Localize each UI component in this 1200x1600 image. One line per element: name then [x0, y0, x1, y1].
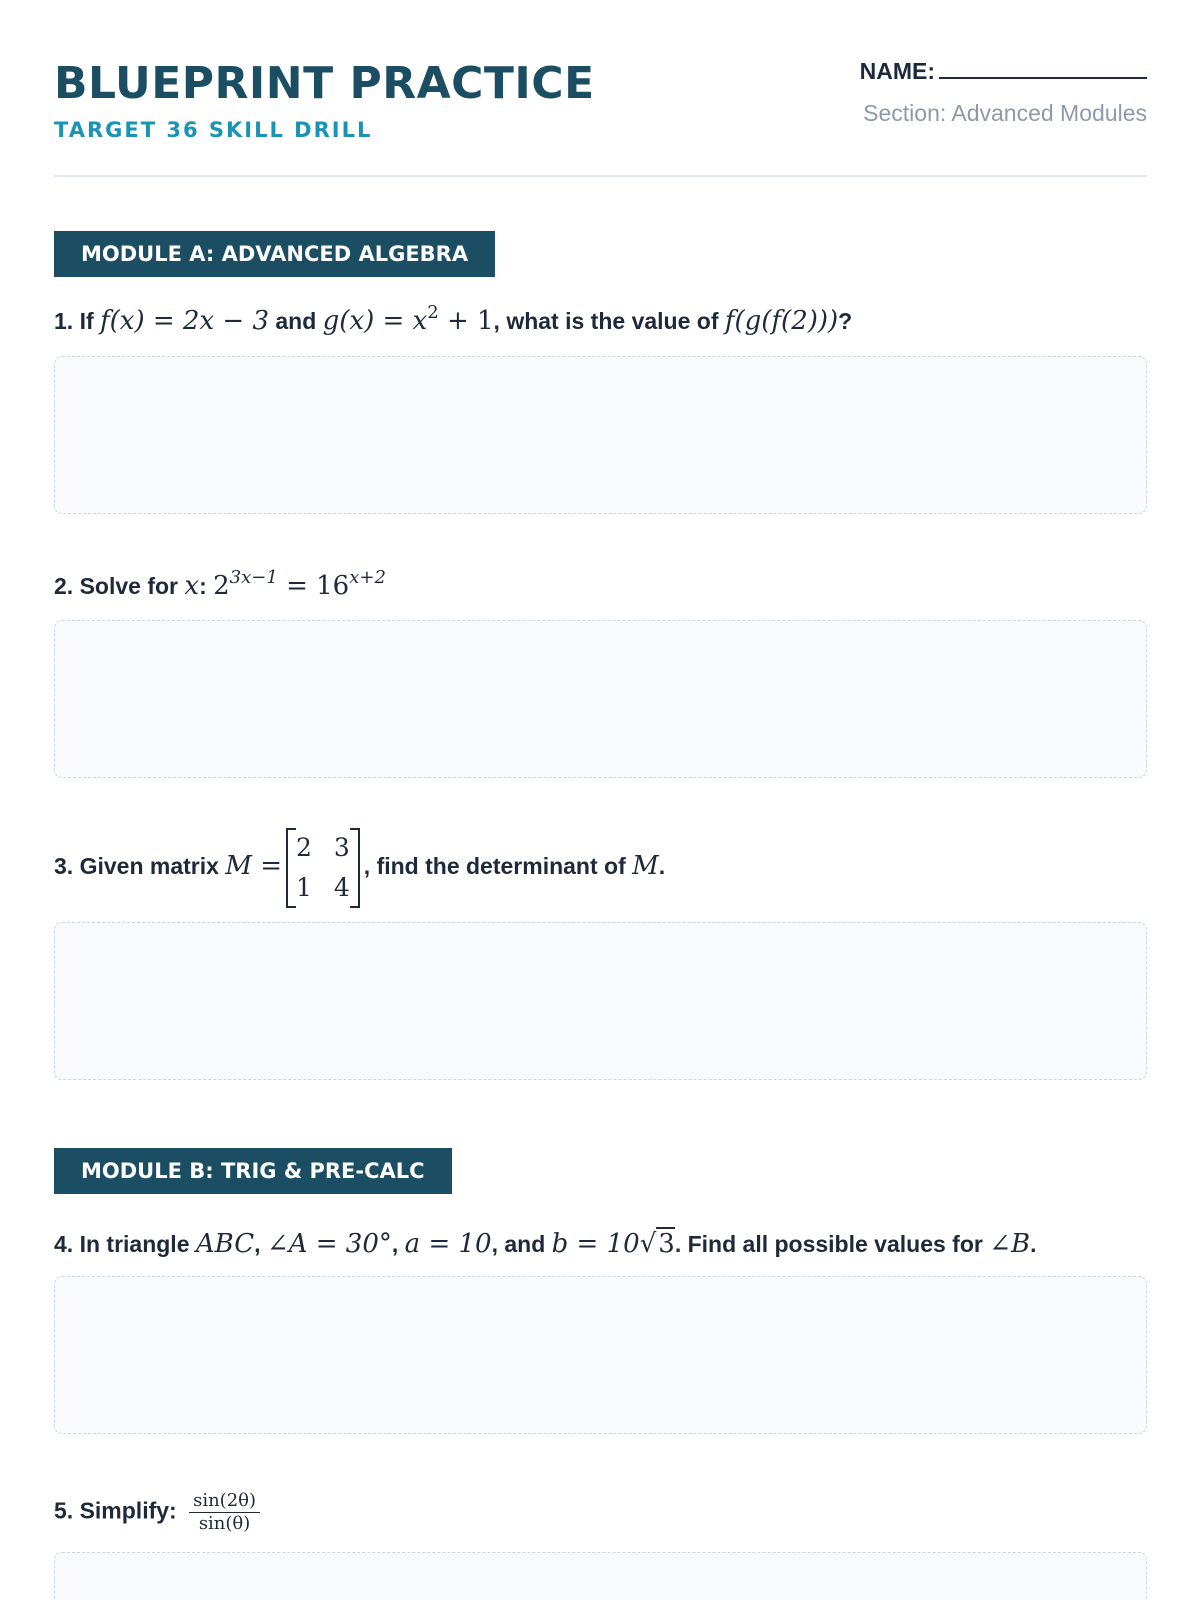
math-expression: a = 10 — [404, 1229, 492, 1259]
question-number: 5. — [54, 1497, 74, 1524]
fraction-numerator: sin(2θ) — [189, 1490, 260, 1513]
exponent: 2 — [427, 302, 439, 323]
base: 16 — [316, 571, 350, 601]
answer-box-1[interactable] — [54, 356, 1147, 514]
math-expression: x — [184, 571, 200, 601]
question-text: In triangle — [79, 1231, 190, 1257]
math-expression: M — [632, 851, 659, 882]
matrix-row — [296, 828, 350, 868]
name-field[interactable] — [939, 61, 1147, 79]
question-text: . — [1030, 1231, 1037, 1257]
sqrt-radicand: 3 — [658, 1229, 675, 1259]
question-text: . — [658, 853, 666, 880]
math-expression: ∠B — [989, 1229, 1031, 1259]
matrix-cell: 3 — [333, 833, 350, 862]
question-text: , — [391, 1231, 399, 1257]
name-label: NAME: — [859, 58, 935, 84]
section-label: Section: Advanced Modules — [863, 100, 1147, 126]
math-expression: ABC — [195, 1229, 255, 1259]
question-text: Given matrix — [79, 853, 219, 880]
module-b-banner: MODULE B: TRIG & PRE-CALC — [54, 1148, 452, 1194]
math-expression: M = — [225, 851, 282, 882]
question-5 — [54, 1490, 260, 1535]
base: 2 — [213, 571, 230, 601]
question-4 — [54, 1229, 1037, 1259]
math-expression: g(x) = x — [322, 306, 428, 336]
math-expression: f(x) = 2x − 3 — [100, 306, 269, 336]
question-number: 3. — [54, 853, 74, 880]
math-expression: b = 10 — [551, 1229, 640, 1259]
math-expression: b = 10√3 — [551, 1229, 675, 1259]
name-block — [860, 58, 1147, 127]
header-divider — [54, 175, 1147, 177]
question-text: ? — [838, 308, 853, 334]
question-3 — [54, 828, 665, 908]
question-text: , what is the value of — [493, 308, 719, 334]
page-title: BLUEPRINT PRACTICE — [54, 58, 595, 109]
matrix-cell: 4 — [333, 873, 350, 902]
math-expression: + 1 — [446, 306, 494, 336]
question-text: . Find all possible values for — [674, 1231, 983, 1257]
question-number: 4. — [54, 1231, 74, 1257]
answer-box-3[interactable] — [54, 922, 1147, 1080]
module-a-banner: MODULE A: ADVANCED ALGEBRA — [54, 231, 495, 277]
name-row — [860, 58, 1147, 85]
question-1 — [54, 302, 852, 336]
question-text: : — [199, 573, 207, 599]
math-expression — [322, 302, 494, 336]
matrix-row — [296, 868, 350, 908]
question-2 — [54, 567, 386, 601]
matrix-cell: 2 — [295, 833, 312, 862]
answer-box-2[interactable] — [54, 620, 1147, 778]
question-number: 2. — [54, 573, 74, 599]
question-text: If — [79, 308, 94, 334]
exponent: 3x−1 — [229, 567, 278, 588]
math-expression — [213, 567, 386, 601]
equals: = — [286, 571, 308, 601]
question-text: , — [254, 1231, 261, 1257]
math-expression: f(g(f(2))) — [724, 306, 839, 336]
math-expression: ∠A = 30° — [266, 1229, 392, 1259]
page-subtitle: TARGET 36 SKILL DRILL — [54, 118, 373, 142]
question-text: Simplify: — [79, 1497, 177, 1524]
exponent: x+2 — [349, 567, 386, 588]
question-text: and — [275, 308, 317, 334]
fraction — [189, 1490, 260, 1535]
question-number: 1. — [54, 308, 74, 334]
answer-box-4[interactable] — [54, 1276, 1147, 1434]
fraction-denominator: sin(θ) — [198, 1513, 251, 1534]
matrix-cell: 1 — [295, 873, 312, 902]
question-text: , and — [491, 1231, 546, 1257]
header — [54, 56, 1147, 176]
answer-box-5[interactable] — [54, 1552, 1147, 1600]
question-text: , find the determinant of — [363, 853, 626, 880]
matrix — [286, 828, 360, 908]
question-text: Solve for — [79, 573, 178, 599]
